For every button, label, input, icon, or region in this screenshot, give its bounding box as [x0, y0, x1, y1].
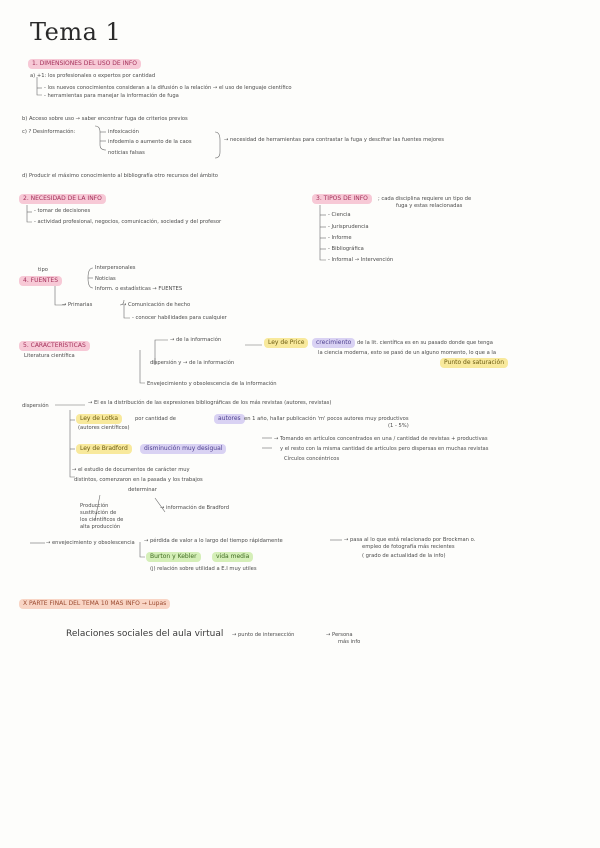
- s5-d4b: distintos, comenzaron en la pasada y los trabajos: [74, 477, 203, 483]
- s5-d3c: Círculos concéntricos: [284, 456, 340, 462]
- s2-line-1: - tomar de decisiones: [34, 208, 91, 214]
- s5-a1c: la ciencia moderna, esto se pasó de un alguno momento, lo que a la: [318, 350, 497, 356]
- page-title: Tema 1: [30, 18, 122, 46]
- s5-a1: → de la información: [170, 337, 222, 343]
- s6-side-2b: más info: [338, 639, 361, 645]
- s6-side: → punto de intersección: [232, 632, 295, 638]
- s5-obs-2: → pasa al lo que está relacionado por Brockman o.: [344, 537, 476, 543]
- s3-item-4: - Bibliográfica: [328, 246, 364, 252]
- s5-note-1b: sustitución de: [80, 510, 117, 516]
- s5-obs-4: ( grado de actualidad de la info): [362, 553, 446, 559]
- s3-note-2: fuga y estas relacionadas: [396, 203, 463, 209]
- s5-d2: por cantidad de: [135, 416, 176, 422]
- s5-a2: dispersión y → de la información: [150, 360, 235, 366]
- s5-obs-1: → pérdida de valor a lo largo del tiempo rápidamente: [144, 538, 283, 544]
- s3-item-1: - Ciencia: [328, 212, 351, 218]
- s1-line-a: a) +1: los profesionales o expertos por cantidad: [30, 73, 156, 79]
- s1-line-d: d) Producir el máximo conocimiento al bibliografía otro recursos del ámbito: [22, 173, 218, 179]
- s4-branch-2: Noticias: [95, 276, 116, 282]
- s5-d4c: determinar: [128, 487, 157, 493]
- autores-highlight: autores: [214, 414, 245, 424]
- s3-item-3: - Informe: [328, 235, 352, 241]
- s1-line-c: c) ? Desinformación:: [22, 129, 76, 135]
- ley-price-highlight: Ley de Price: [264, 338, 308, 348]
- s5-a3: Envejecimiento y obsolescencia de la información: [147, 381, 277, 387]
- s4-primarias: → Primarias: [62, 302, 93, 308]
- s5-d2b: en 1 año, hallar publicación 'm' pocos autores muy productivos: [244, 416, 409, 422]
- s5-d2c: (autores científicos): [78, 425, 130, 431]
- s5-d3: → Tomando en artículos concentrados en una / cantidad de revistas + productivas: [274, 436, 488, 442]
- s5-note-1d: alta producción: [80, 524, 121, 530]
- s5-d4: → el estudio de documentos de carácter muy: [72, 467, 190, 473]
- s5-d1: → El es la distribución de las expresiones bibliográficas de los más revistas (autores, revistas): [88, 400, 332, 406]
- s6-big-line: Relaciones sociales del aula virtual: [66, 629, 224, 639]
- s2-line-2: - actividad profesional, negocios, comunicación, sociedad y del profesor: [34, 219, 222, 225]
- saturacion-highlight: Punto de saturación: [440, 358, 508, 368]
- section-3-heading: 3. TIPOS DE INFO: [312, 194, 372, 204]
- s4-branch-3: Inform. o estadísticas → FUENTES: [95, 286, 183, 292]
- s1-line-a2: - herramientas para manejar la información de fuga: [44, 93, 179, 99]
- s4-branch-1: Interpersonales: [95, 265, 136, 271]
- s5-note-1c: los científicos de: [80, 517, 124, 523]
- ley-lotka-highlight: Ley de Lotka: [76, 414, 122, 424]
- burton-kebler-highlight: Burton y Kebler: [146, 552, 201, 562]
- s1-line-c1: infoxicación: [108, 129, 139, 135]
- vida-media-highlight: vida media: [212, 552, 253, 562]
- section-4-heading: 4. FUENTES: [19, 276, 62, 286]
- crecimiento-highlight: crecimiento: [312, 338, 355, 348]
- s6-side-2a: → Persona: [326, 632, 353, 638]
- s5-obs-3: empleo de fotografía más recientes: [362, 544, 455, 550]
- section-6-heading: X PARTE FINAL DEL TEMA 10 MAS INFO → Lupas: [19, 599, 170, 609]
- section-2-heading: 2. NECESIDAD DE LA INFO: [19, 194, 106, 204]
- s5-dispersion: dispersión: [22, 403, 49, 409]
- s1-line-c4: → necesidad de herramientas para contrastar la fuga y descifrar las fuentes mejores: [224, 137, 444, 143]
- s4-side-label: tipo: [38, 267, 48, 273]
- s5-d2d: (1 - 5%): [388, 423, 409, 429]
- s1-line-a1: - los nuevos conocimientos consideran a la difusión o la relación → el uso de lenguaje científico: [44, 85, 292, 91]
- s5-note-1: Producción: [80, 503, 109, 509]
- s5-obs-5: (j) relación sobre utilidad a E.I muy utiles: [150, 566, 257, 572]
- s5-note-2: → información de Bradford: [160, 505, 230, 511]
- s5-d3b: y el resto con la misma cantidad de artículos pero dispersas en muchas revistas: [280, 446, 489, 452]
- s1-line-b: b) Acceso sobre uso → saber encontrar fuga de criterios previos: [22, 116, 188, 122]
- s3-item-5: - Informal → Intervención: [328, 257, 394, 263]
- ley-bradford-highlight: Ley de Bradford: [76, 444, 132, 454]
- s5-subtitle: Literatura científica: [24, 353, 75, 359]
- section-5-heading: 5. CARACTERÍSTICAS: [19, 341, 90, 351]
- s3-note-1: ; cada disciplina requiere un tipo de: [378, 196, 472, 202]
- s4-primarias-2: - conocer habilidades para cualquier: [132, 315, 227, 321]
- bradford-desigual-highlight: disminución muy desigual: [140, 444, 226, 454]
- s1-line-c2: infodemia o aumento de la caos: [108, 139, 192, 145]
- s3-item-2: - Jurisprudencia: [328, 224, 369, 230]
- section-1-heading: 1. DIMENSIONES DEL USO DE INFO: [28, 59, 141, 69]
- s5-obs: → envejecimiento y obsolescencia: [46, 540, 135, 546]
- s4-primarias-1: → Comunicación de hecho: [122, 302, 191, 308]
- s1-line-c3: noticias falsas: [108, 150, 145, 156]
- s5-a1b: de la lit. científica es en su pasado donde que tenga: [357, 340, 493, 346]
